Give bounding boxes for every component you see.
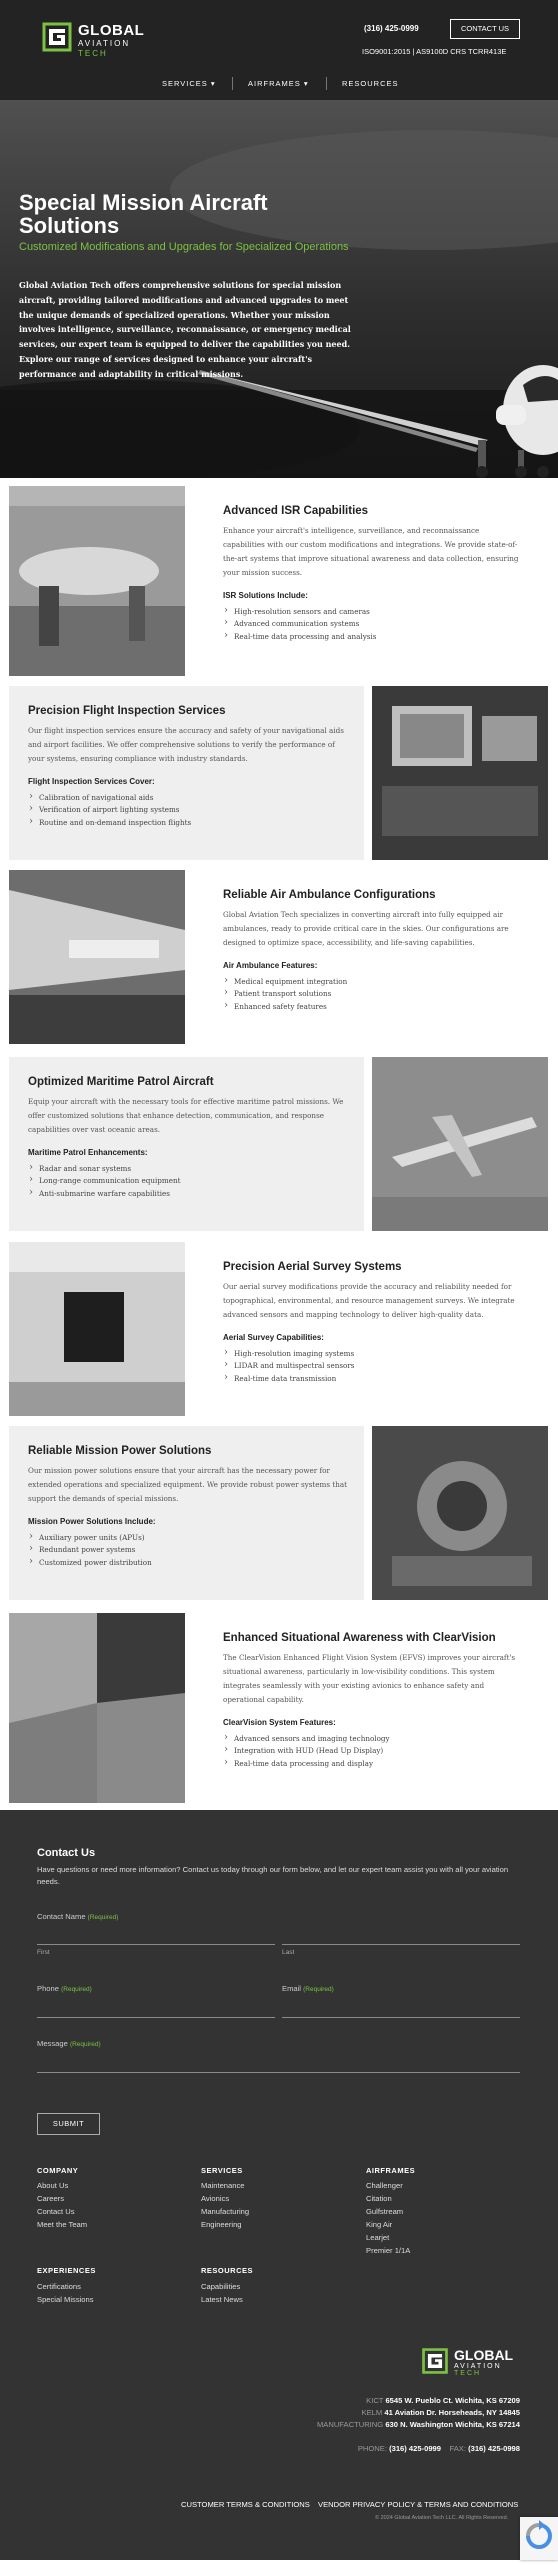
section-list-title: ISR Solutions Include:	[223, 591, 308, 600]
nav-divider	[326, 77, 327, 90]
footer-link[interactable]: Manufacturing	[201, 2207, 250, 2216]
section-maritime-patrol-text	[9, 1057, 364, 1231]
site-header	[0, 0, 558, 100]
footer-link[interactable]: Engineering	[201, 2220, 242, 2229]
footer-link[interactable]: Maintenance	[201, 2181, 245, 2190]
copyright-text: © 2024 Global Aviation Tech LLC. All Rights Reserved.	[375, 2515, 509, 2521]
nav-item-services[interactable]	[162, 79, 216, 88]
header-phone-link[interactable]: (316) 425-0999	[364, 24, 419, 33]
footer-link[interactable]: Learjet	[366, 2233, 390, 2242]
phone-input[interactable]	[37, 2017, 275, 2018]
section-title: Precision Flight Inspection Services	[28, 705, 226, 717]
message-label	[37, 2039, 101, 2048]
logo-emblem-icon	[420, 2346, 450, 2376]
footer-link[interactable]: King Air	[366, 2220, 393, 2229]
first-name-sublabel: First	[37, 1949, 50, 1956]
list-item: › Anti-submarine warfare capabilities	[28, 1188, 350, 1200]
address-value: 41 Aviation Dr. Horseheads, NY 14845	[384, 2408, 520, 2417]
logo-subtitle	[454, 2363, 520, 2377]
section-air-ambulance	[9, 870, 535, 1060]
phone-label	[37, 1984, 92, 1993]
section-flight-inspection	[9, 686, 535, 876]
caret-down-icon: ▾	[210, 79, 216, 88]
address-code: KELM	[361, 2408, 383, 2417]
section-description: Enhance your aircraft's intelligence, surveillance, and reconnaissance capabilities with our custom modifications and integrations. We provide state-of-the-art systems that improve situational awareness and data collection, ensuring your mission success.	[223, 526, 519, 577]
section-description: The ClearVision Enhanced Flight Vision System (EFVS) improves your aircraft's situational awareness, particularly in low-visibility conditions. This system integrates seamlessly with your existing avionics to enhance safety and operational capability.	[223, 1653, 516, 1704]
footer-link[interactable]: About Us	[37, 2181, 69, 2190]
list-item: › Radar and sonar systems	[28, 1163, 350, 1175]
recaptcha-icon	[520, 2517, 558, 2560]
section-isr-text	[204, 486, 535, 660]
air-ambulance-image	[9, 870, 185, 1044]
footer-heading-experiences: EXPERIENCES	[37, 2266, 96, 2275]
list-item: › Real-time data processing and analysis	[223, 631, 521, 643]
last-name-sublabel: Last	[282, 1949, 295, 1956]
phone-key: PHONE:	[357, 2444, 387, 2453]
section-feature-list	[223, 976, 521, 1013]
section-list-title: Air Ambulance Features:	[223, 961, 318, 970]
footer-link[interactable]: Capabilities	[201, 2282, 241, 2291]
nav-item-resources[interactable]: RESOURCES	[342, 79, 399, 88]
submit-button[interactable]: SUBMIT	[37, 2113, 100, 2135]
address-value: 6545 W. Pueblo Ct. Wichita, KS 67209	[385, 2396, 520, 2405]
footer-logo[interactable]	[420, 2346, 520, 2378]
list-item: › Redundant power systems	[28, 1544, 350, 1556]
address-code: MANUFACTURING	[316, 2420, 384, 2429]
message-textarea[interactable]	[37, 2072, 520, 2073]
maritime-aircraft-image	[372, 1057, 548, 1231]
footer-link[interactable]: Careers	[37, 2194, 65, 2203]
list-item: › Routine and on-demand inspection flights	[28, 817, 350, 829]
required-tag: (Required)	[87, 1914, 119, 1921]
logo-subtitle	[78, 39, 156, 59]
section-feature-list	[223, 1733, 521, 1770]
logo-sub-tech: TECH	[78, 49, 108, 58]
section-mission-power	[9, 1426, 535, 1616]
footer-link[interactable]: Contact Us	[37, 2207, 75, 2216]
hero-subtitle: Customized Modifications and Upgrades for Specialized Operations	[19, 241, 349, 253]
list-item: › Calibration of navigational aids	[28, 792, 350, 804]
section-list-title: ClearVision System Features:	[223, 1718, 336, 1727]
section-maritime-patrol	[9, 1057, 535, 1247]
hero-description: Global Aviation Tech offers comprehensive solutions for special mission aircraft, providing tailored modifications and advanced upgrades to meet the unique demands of specialized operations. Whether your mission involves intelligence, surveillance, reconnaissance, or emergency medical services, our expert team is equipped to deliver the capabilities you need. Explore our range of services designed to enhance your aircraft's performance and adaptability in critical missions.	[19, 280, 351, 379]
footer-heading-resources: RESOURCES	[201, 2266, 254, 2275]
footer-fax: (316) 425-0998	[468, 2444, 520, 2453]
hero-title: Special Mission Aircraft Solutions	[19, 190, 268, 238]
list-item: › Medical equipment integration	[223, 976, 521, 988]
recaptcha-badge[interactable]	[520, 2517, 558, 2560]
section-description: Our flight inspection services ensure the accuracy and safety of your navigational aids and airport facilities. We offer comprehensive solutions to verify the performance of your systems, ensuring compliance with industry standards.	[28, 726, 344, 763]
logo-sub-aviation: AVIATION	[78, 39, 131, 48]
power-unit-image	[372, 1426, 548, 1600]
caret-down-icon: ▾	[303, 79, 309, 88]
section-clearvision-text	[204, 1613, 535, 1787]
section-title: Advanced ISR Capabilities	[223, 505, 369, 517]
section-description: Global Aviation Tech specializes in converting aircraft into fully equipped air ambulances, ready to provide critical care in the skies. Our configurations are designed to optimize space, accessibility, and life-saving capabilities.	[223, 910, 509, 947]
footer-contact-numbers	[358, 2444, 520, 2453]
list-item: › Advanced communication systems	[223, 618, 521, 630]
section-feature-list	[28, 1532, 350, 1569]
section-list-title: Mission Power Solutions Include:	[28, 1517, 156, 1526]
logo-sub-tech: TECH	[454, 2370, 482, 2377]
nav-divider	[232, 77, 233, 90]
section-feature-list	[223, 606, 521, 643]
required-tag: (Required)	[303, 1986, 334, 1993]
certifications-text: ISO9001:2015 | AS9100D CRS TCRR413E	[362, 47, 507, 56]
contact-name-label	[37, 1912, 118, 1921]
section-list-title: Aerial Survey Capabilities:	[223, 1333, 324, 1342]
section-feature-list	[28, 792, 350, 829]
logo-sub-aviation: AVIATION	[454, 2363, 502, 2370]
section-flight-inspection-text	[9, 686, 364, 860]
address-code: KICT	[366, 2396, 384, 2405]
hero-banner	[0, 100, 558, 478]
section-aerial-survey-text	[204, 1242, 535, 1416]
footer-link[interactable]: Gulfstream	[366, 2207, 404, 2216]
list-item: › High-resolution sensors and cameras	[223, 606, 521, 618]
footer-link[interactable]: Avionics	[201, 2194, 230, 2203]
contact-us-button[interactable]: CONTACT US	[450, 19, 520, 39]
last-name-input[interactable]	[282, 1944, 520, 1945]
list-item: › Verification of airport lighting systems	[28, 804, 350, 816]
address-kict	[366, 2396, 520, 2405]
list-item: › Advanced sensors and imaging technology	[223, 1733, 521, 1745]
footer-heading-airframes: AIRFRAMES	[366, 2166, 416, 2175]
inspection-console-image	[372, 686, 548, 860]
section-title: Precision Aerial Survey Systems	[223, 1261, 402, 1273]
section-aerial-survey	[9, 1242, 535, 1432]
section-clearvision	[9, 1613, 535, 1803]
list-item: › Auxiliary power units (APUs)	[28, 1532, 350, 1544]
footer-phone-link[interactable]: (316) 425-0999	[389, 2444, 442, 2453]
footer-link[interactable]: Premier 1/1A	[366, 2246, 411, 2255]
section-feature-list	[223, 1348, 521, 1385]
list-item: › Enhanced safety features	[223, 1001, 521, 1013]
logo-wordmark: GLOBAL	[454, 2347, 514, 2363]
list-item: › Customized power distribution	[28, 1557, 350, 1569]
email-input[interactable]	[282, 2017, 520, 2018]
list-item: › LIDAR and multispectral sensors	[223, 1360, 521, 1372]
section-title: Optimized Maritime Patrol Aircraft	[28, 1076, 214, 1088]
contact-title: Contact Us	[37, 1847, 96, 1859]
section-list-title: Maritime Patrol Enhancements:	[28, 1148, 148, 1157]
list-item: › High-resolution imaging systems	[223, 1348, 521, 1360]
vendor-privacy-link[interactable]: VENDOR PRIVACY POLICY & TERMS AND CONDITIONS	[318, 2500, 519, 2509]
address-kelm	[362, 2408, 520, 2417]
email-label	[282, 1984, 334, 1993]
nav-label-services: SERVICES	[162, 79, 208, 88]
footer-link[interactable]: Latest News	[201, 2295, 243, 2304]
section-title: Enhanced Situational Awareness with ClearVision	[223, 1632, 496, 1644]
required-tag: (Required)	[69, 2041, 101, 2048]
list-item: › Long-range communication equipment	[28, 1175, 350, 1187]
footer-link[interactable]: Citation	[366, 2194, 392, 2203]
field-label: Phone	[37, 1984, 59, 1993]
address-manufacturing	[317, 2420, 520, 2429]
section-mission-power-text	[9, 1426, 364, 1600]
section-feature-list	[28, 1163, 350, 1200]
footer-link[interactable]: Meet the Team	[37, 2220, 88, 2229]
field-label: Message	[37, 2039, 68, 2048]
footer-heading-services: SERVICES	[201, 2166, 243, 2175]
field-label: Email	[282, 1984, 301, 1993]
section-list-title: Flight Inspection Services Cover:	[28, 777, 155, 786]
nav-label-airframes: AIRFRAMES	[248, 79, 301, 88]
footer-link[interactable]: Challenger	[366, 2181, 403, 2190]
section-air-ambulance-text	[204, 870, 535, 1044]
customer-terms-link[interactable]: CUSTOMER TERMS & CONDITIONS	[181, 2500, 310, 2509]
first-name-input[interactable]	[37, 1944, 275, 1945]
logo-emblem-icon	[40, 20, 74, 54]
list-item: › Patient transport solutions	[223, 988, 521, 1000]
section-title: Reliable Air Ambulance Configurations	[223, 889, 436, 901]
contact-intro: Have questions or need more information? Contact us today through our form below, and let our expert team assist you with all your aviation needs.	[37, 1865, 509, 1886]
section-isr	[9, 486, 535, 676]
required-tag: (Required)	[61, 1986, 92, 1993]
nav-item-airframes[interactable]	[248, 79, 309, 88]
section-description: Our aerial survey modifications provide the accuracy and reliability needed for topographical, environmental, and resource management surveys. We integrate advanced sensors and mapping technology to deliver high-quality data.	[223, 1282, 515, 1319]
contact-footer-area	[0, 1810, 558, 2560]
fax-key: FAX:	[449, 2444, 466, 2453]
section-title: Reliable Mission Power Solutions	[28, 1445, 212, 1457]
section-description: Equip your aircraft with the necessary tools for effective maritime patrol missions. We offer customized solutions that enhance detection, communication, and response capabilities over vast oceanic areas.	[28, 1097, 344, 1134]
field-label: Contact Name	[37, 1912, 86, 1921]
footer-link[interactable]: Certifications	[37, 2282, 81, 2291]
clearvision-comparison-image	[9, 1613, 185, 1803]
footer-heading-company: COMPANY	[37, 2166, 79, 2175]
footer-link[interactable]: Special Missions	[37, 2295, 94, 2304]
address-value: 630 N. Washington Wichita, KS 67214	[385, 2420, 520, 2429]
isr-aircraft-image	[9, 486, 185, 676]
list-item: › Integration with HUD (Head Up Display)	[223, 1745, 521, 1757]
aerial-survey-sensor-image	[9, 1242, 185, 1416]
section-description: Our mission power solutions ensure that your aircraft has the necessary power for extended operations and specialized equipment. We provide robust power systems that support the demands of special missions.	[28, 1466, 348, 1503]
list-item: › Real-time data transmission	[223, 1373, 521, 1385]
site-logo[interactable]	[40, 20, 156, 58]
list-item: › Real-time data processing and display	[223, 1758, 521, 1770]
main-nav	[0, 74, 558, 94]
logo-wordmark: GLOBAL	[78, 22, 145, 39]
